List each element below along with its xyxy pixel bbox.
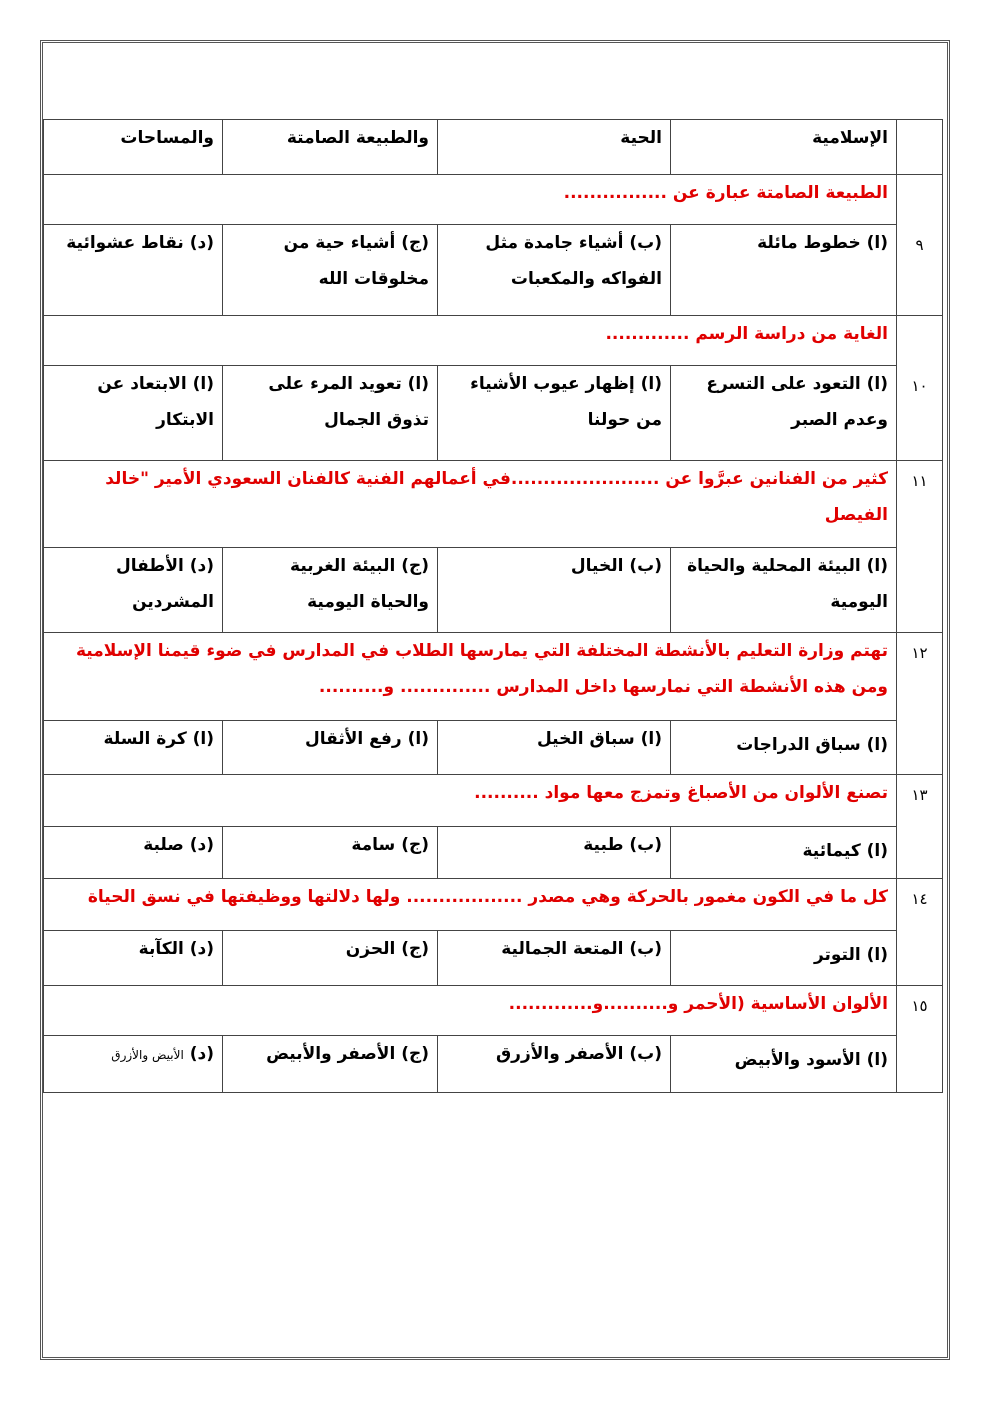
option-c: (ج) البيئة الغربية والحياة اليومية: [223, 548, 438, 633]
option-d: (ا) الابتعاد عن الابتكار: [44, 366, 223, 461]
question-text: كل ما في الكون مغمور بالحركة وهي مصدر .................. ولها دلالتها ووظيفتها في نسق الحياة: [44, 879, 897, 931]
option-b: (ا) إظهار عيوب الأشياء من حولنا: [438, 366, 671, 461]
option-c: (ا) رفع الأثقال: [223, 721, 438, 775]
question-number: ١١: [897, 461, 943, 633]
option-a: (ا) التوتر: [671, 931, 897, 986]
option-a: (ا) الأسود والأبيض: [671, 1036, 897, 1093]
option-d-small-text: الأبيض والأزرق: [111, 1048, 184, 1062]
option-b: (ب) الخيال: [438, 548, 671, 633]
option-d: (ا) كرة السلة: [44, 721, 223, 775]
question-text: [44, 633, 897, 721]
option-b: (ب) أشياء جامدة مثل الفواكه والمكعبات: [438, 225, 671, 316]
question-text: تصنع الألوان من الأصباغ وتمزج معها مواد ..........: [44, 775, 897, 827]
question-number: ١٠: [897, 316, 943, 461]
option-cell: الإسلامية: [671, 120, 897, 175]
option-cell: والمساحات: [44, 120, 223, 175]
option-c: (ج) أشياء حية من مخلوقات الله: [223, 225, 438, 316]
option-d: (د) الأطفال المشردين: [44, 548, 223, 633]
question-row: [44, 775, 943, 827]
option-b: (ب) طبية: [438, 827, 671, 879]
option-d: (د) صلبة: [44, 827, 223, 879]
option-a: (ا) كيمائية: [671, 827, 897, 879]
quiz-table: [43, 119, 943, 1093]
question-number: ١٤: [897, 879, 943, 986]
options-row: [44, 225, 943, 316]
option-c: (ا) تعويد المرء على تذوق الجمال: [223, 366, 438, 461]
options-row: [44, 931, 943, 986]
question-text: الغاية من دراسة الرسم .............: [44, 316, 897, 366]
question-row: [44, 986, 943, 1036]
options-row: [44, 548, 943, 633]
option-d: [44, 1036, 223, 1093]
question-number: [897, 120, 943, 175]
question-text-line: تهتم وزارة التعليم بالأنشطة المختلفة التي يمارسها الطلاب في المدارس في ضوء قيمنا الإسلامية: [75, 641, 888, 661]
option-a: (ا) سباق الدراجات: [671, 721, 897, 775]
question-row: [44, 175, 943, 225]
option-d-label: (د): [189, 1044, 214, 1064]
option-d: (د) الكآبة: [44, 931, 223, 986]
option-a: (ا) البيئة المحلية والحياة اليومية: [671, 548, 897, 633]
option-b: (ب) الأصفر والأزرق: [438, 1036, 671, 1093]
question-number: ١٢: [897, 633, 943, 775]
option-cell: الحية: [438, 120, 671, 175]
options-row: [44, 721, 943, 775]
question-number: ١٥: [897, 986, 943, 1093]
question-row: [44, 633, 943, 721]
question-number: ١٣: [897, 775, 943, 879]
option-c: (ج) سامة: [223, 827, 438, 879]
question-row: [44, 879, 943, 931]
option-c: (ج) الأصفر والأبيض: [223, 1036, 438, 1093]
option-d: (د) نقاط عشوائية: [44, 225, 223, 316]
question-text: كثير من الفنانين عبرَّوا عن .......................في أعمالهم الفنية كالفنان السعودي الأمير "خالد الفيصل: [44, 461, 897, 548]
question-number: ٩: [897, 175, 943, 316]
question-text-line: ومن هذه الأنشطة التي نمارسها داخل المدارس .............. و..........: [318, 677, 888, 697]
options-row: [44, 1036, 943, 1093]
option-b: (ا) سباق الخيل: [438, 721, 671, 775]
continuation-row: [44, 120, 943, 175]
question-text: الألوان الأساسية (الأحمر و..........و.............: [44, 986, 897, 1036]
question-row: [44, 316, 943, 366]
options-row: [44, 827, 943, 879]
option-a: (ا) خطوط مائلة: [671, 225, 897, 316]
option-a: (ا) التعود على التسرع وعدم الصبر: [671, 366, 897, 461]
option-cell: والطبيعة الصامتة: [223, 120, 438, 175]
option-b: (ب) المتعة الجمالية: [438, 931, 671, 986]
options-row: [44, 366, 943, 461]
option-c: (ج) الحزن: [223, 931, 438, 986]
question-text: الطبيعة الصامتة عبارة عن ................: [44, 175, 897, 225]
question-row: [44, 461, 943, 548]
